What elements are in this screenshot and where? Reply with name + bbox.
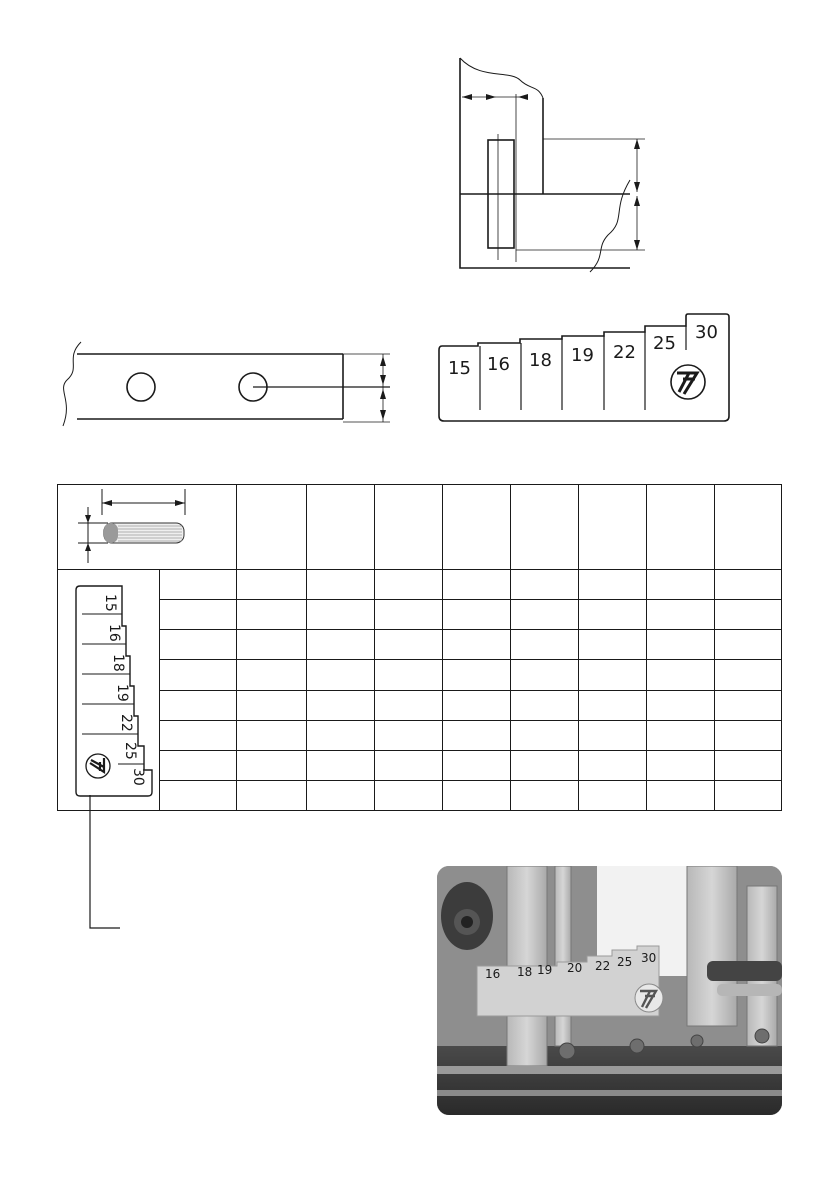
photo-gauge-label: 19 [537, 963, 553, 977]
photo-gauge-label: 20 [567, 961, 583, 975]
edge-joint-detail-drawing [440, 50, 660, 280]
gauge-side-cell [58, 570, 160, 811]
rotated-gauge-drawing [58, 570, 160, 810]
photo-gauge-label: 22 [595, 959, 611, 973]
gauge-label: 16 [487, 354, 510, 375]
gauge-label: 18 [110, 654, 126, 672]
gauge-label: 22 [118, 714, 134, 732]
dowel-pin-icon [58, 485, 237, 569]
gauge-label: 25 [653, 333, 676, 354]
jig-photo [437, 866, 782, 1115]
jig-photo-render [437, 866, 782, 1115]
thickness-gauge-drawing [436, 310, 732, 424]
gauge-label: 30 [695, 322, 718, 343]
gauge-label: 25 [122, 742, 138, 760]
photo-gauge-label: 16 [485, 967, 501, 981]
callout-leader-line [80, 795, 130, 935]
gauge-label: 22 [613, 342, 636, 363]
gauge-label: 19 [114, 684, 130, 702]
dowel-size-table [57, 484, 782, 811]
board-hole-drawing [55, 338, 395, 433]
brand-logo-icon [635, 984, 663, 1012]
gauge-label: 30 [130, 768, 146, 786]
gauge-label: 15 [102, 594, 118, 612]
photo-gauge-label: 30 [641, 951, 657, 965]
dowel-header-cell [58, 485, 237, 570]
workpiece-outline [460, 58, 630, 268]
gauge-label: 16 [106, 624, 122, 642]
photo-gauge-label: 25 [617, 955, 633, 969]
hole-left [127, 373, 155, 401]
gauge-label: 19 [571, 345, 594, 366]
gauge-label: 18 [529, 350, 552, 371]
gauge-label: 15 [448, 358, 471, 379]
photo-gauge-label: 18 [517, 965, 533, 979]
